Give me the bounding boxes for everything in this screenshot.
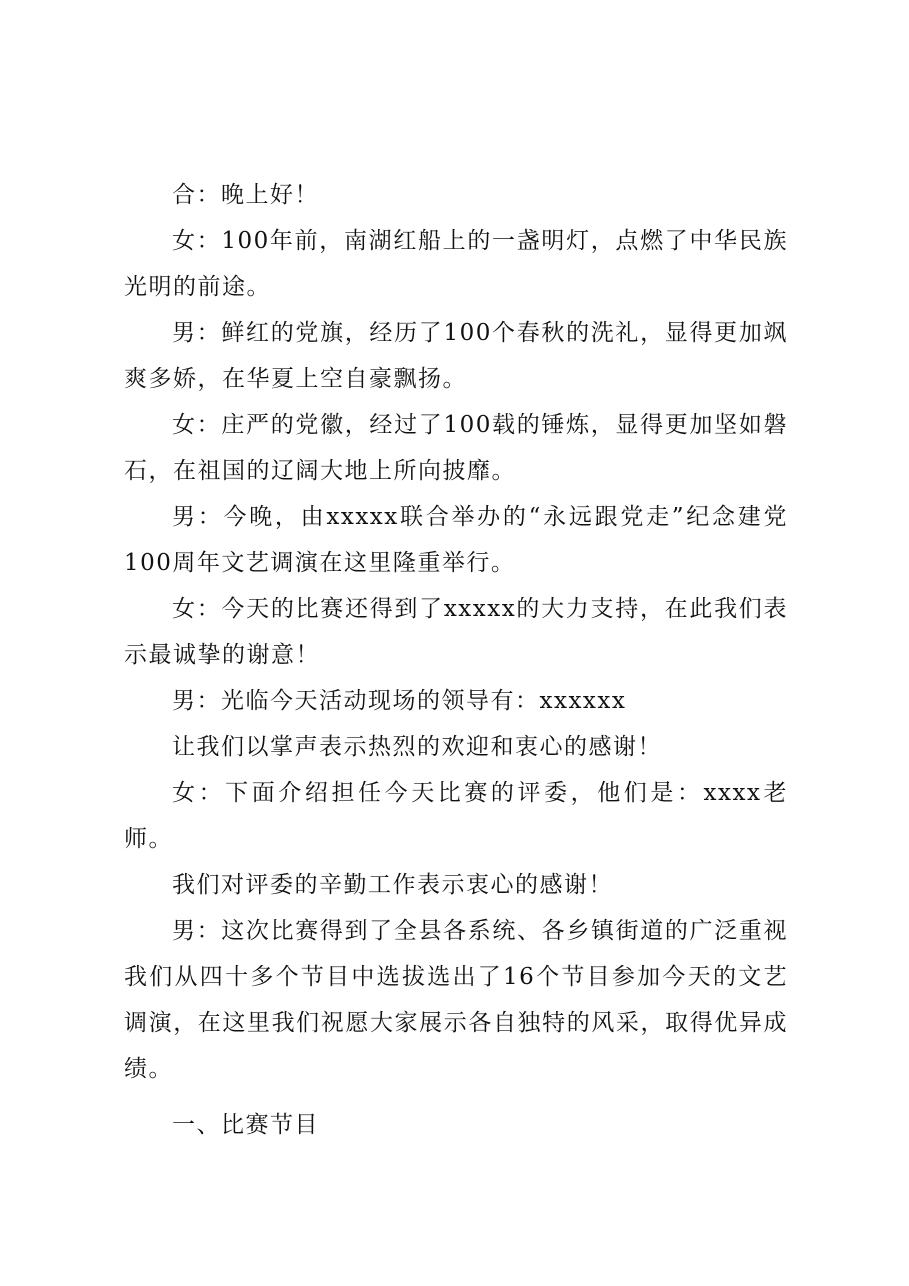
paragraph-party-flag: 男：鲜红的党旗，经历了100个春秋的洗礼，显得更加飒爽多娇，在华夏上空自豪飘扬。 — [124, 320, 788, 392]
paragraph-thanks-judges: 我们对评委的辛勤工作表示衷心的感谢！ — [172, 872, 613, 898]
paragraph-judges: 女：下面介绍担任今天比赛的评委，他们是：xxxx老师。 — [124, 780, 788, 852]
paragraph-leaders: 男：光临今天活动现场的领导有：xxxxxx — [172, 688, 627, 714]
paragraph-competition: 男：这次比赛得到了全县各系统、各乡镇街道的广泛重视我们从四十多个节目中选拔选出了16个节目参加今天的文艺调演，在这里我们祝愿大家展示各自独特的风采，取得优异成绩。 — [124, 918, 788, 1082]
paragraph-event-intro: 男：今晚，由xxxxx联合举办的“永远跟党走”纪念建党100周年文艺调演在这里隆重举行。 — [124, 504, 788, 576]
paragraph-red-boat: 女：100年前，南湖红船上的一盏明灯，点燃了中华民族光明的前途。 — [124, 228, 788, 300]
section-heading: 一、比赛节目 — [172, 1112, 319, 1138]
paragraph-applause: 让我们以掌声表示热烈的欢迎和衷心的感谢！ — [172, 734, 662, 760]
paragraph-party-emblem: 女：庄严的党徽，经过了100载的锤炼，显得更加坚如磐石，在祖国的辽阔大地上所向披靡。 — [124, 412, 788, 484]
paragraph-thanks-support: 女：今天的比赛还得到了xxxxx的大力支持，在此我们表示最诚挚的谢意！ — [124, 596, 788, 668]
document-body — [124, 172, 788, 1148]
paragraph-greeting: 合：晚上好！ — [172, 182, 319, 208]
